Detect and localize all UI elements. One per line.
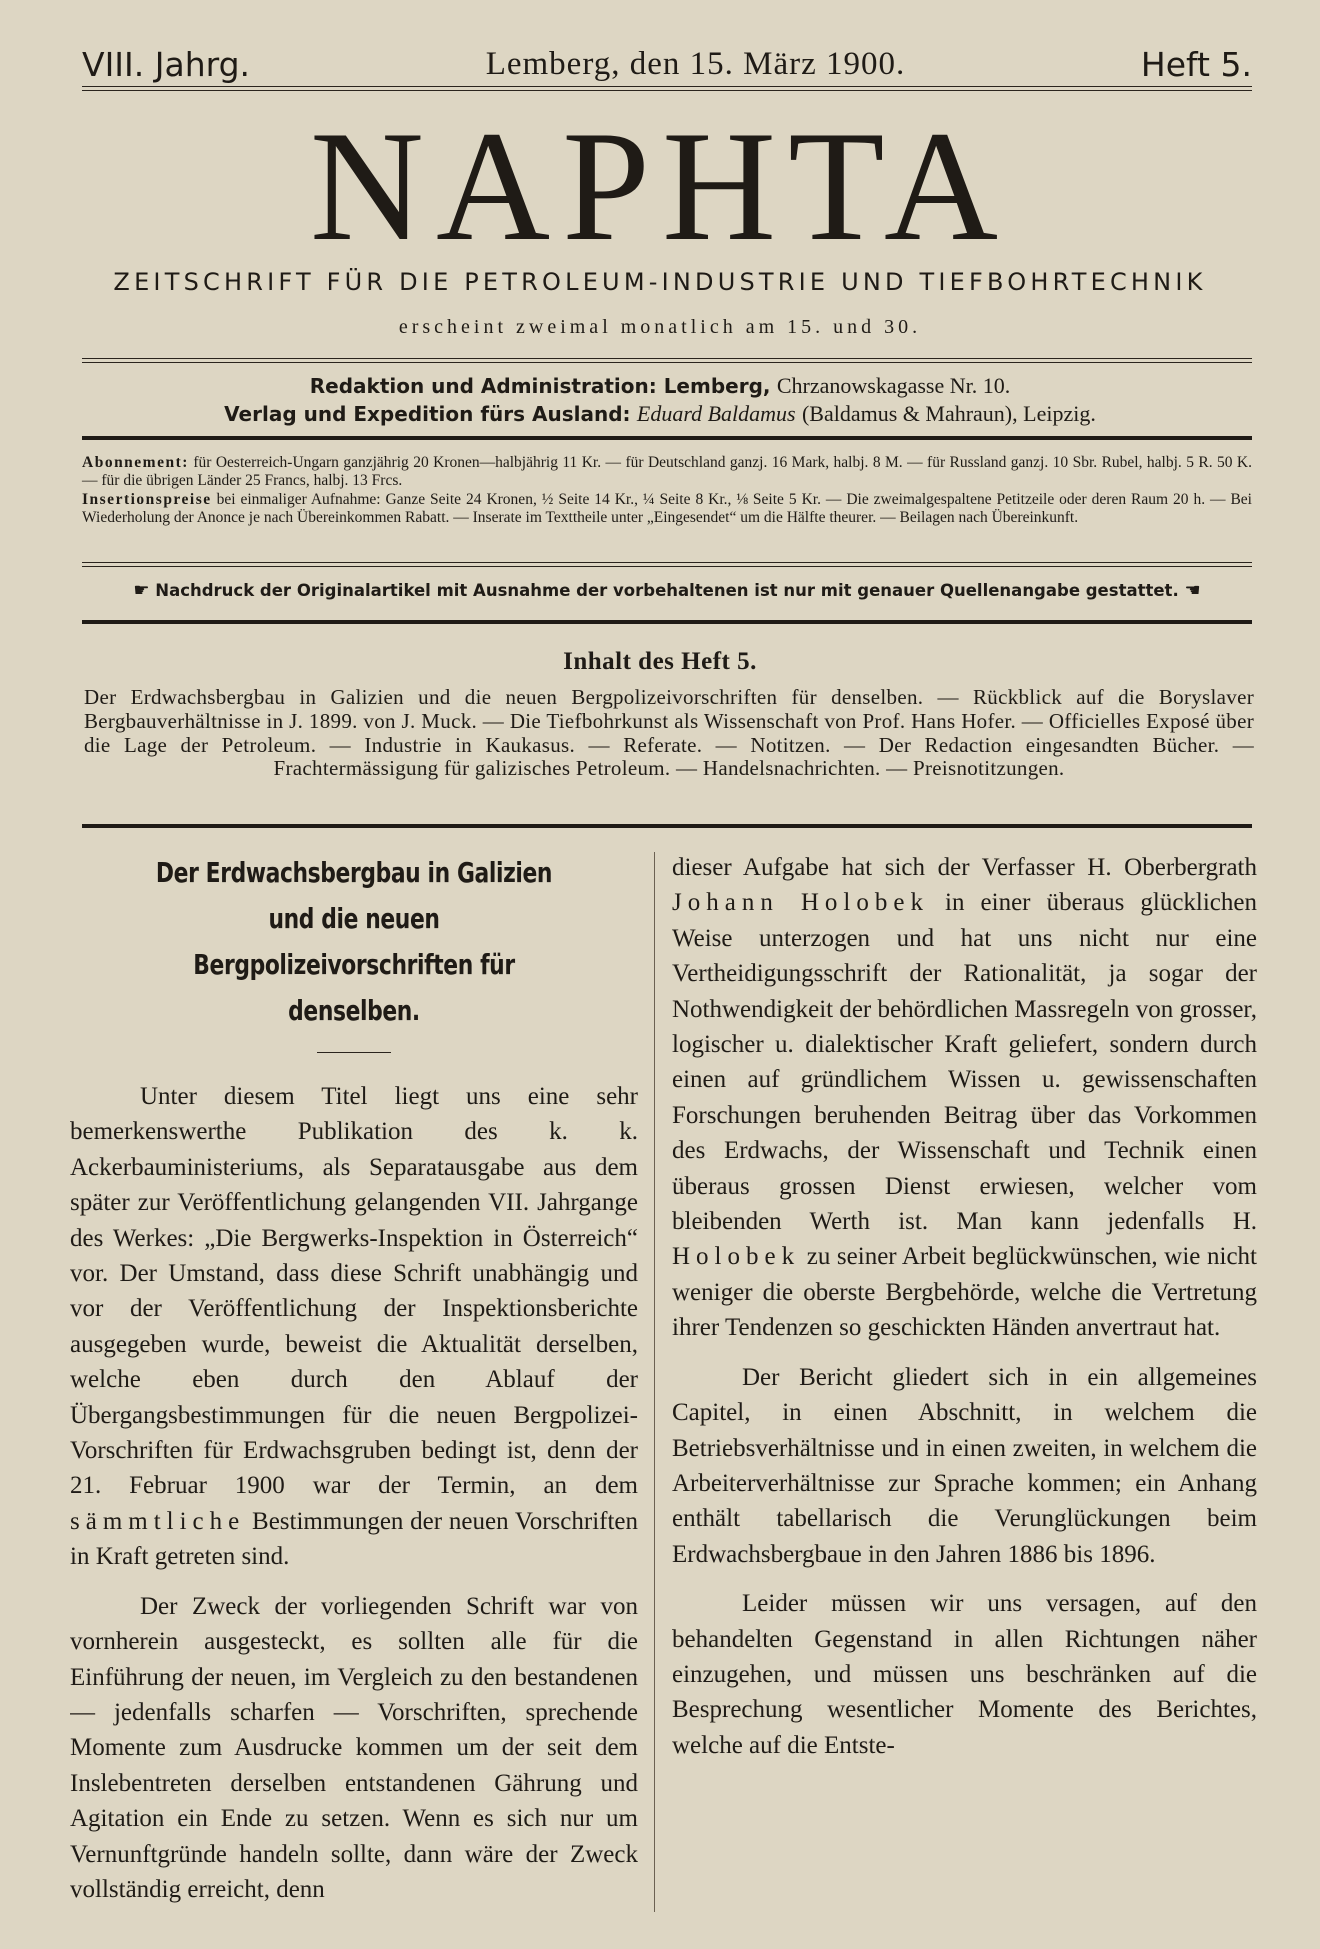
pointing-hand-right-icon: ☚ [1184, 580, 1201, 601]
verlag-address: (Baldamus & Mahraun), Leipzig. [801, 401, 1096, 426]
masthead-title: NAPHTA [309, 99, 1011, 274]
publication-frequency: erscheint zweimal monatlich am 15. und 30. [398, 316, 922, 338]
masthead-subtitle: ZEITSCHRIFT FÜR DIE PETROLEUM-INDUSTRIE UND TIEFBOHRTECHNIK [113, 268, 1207, 296]
address-rule [82, 436, 1252, 440]
issue-number: Heft 5. [1140, 44, 1252, 84]
subscription-info [82, 454, 1252, 528]
verlag-label: Verlag und Expedition fürs Ausland: [224, 402, 631, 426]
paragraph: Leider müssen wir uns versagen, auf den behandelten Gegenstand in allen Richtungen näher einzugehen, und müssen uns beschränken auf die Besprechung wesentlicher Momente des Berichtes, welche auf die Entste- [672, 1590, 1257, 1759]
redaktion-address: Chrzanowskagasse Nr. 10. [776, 373, 1011, 398]
paragraph-text: dieser Aufgabe hat sich der Verfasser H. Oberbergrath [672, 854, 1257, 881]
column-divider [654, 852, 655, 1912]
notice-rule [82, 620, 1252, 624]
masthead-rule [82, 358, 1252, 363]
article-title [132, 850, 575, 1034]
article-column-right [672, 850, 1257, 1930]
volume-label: VIII. Jahrg. [82, 44, 251, 84]
paragraph-text: zu seiner Arbeit beglückwünschen, wie nicht weniger die oberste Bergbehörde, welche die Vertretung ihrer Tendenzen so geschickten Händen anvertraut hat. [672, 1243, 1257, 1342]
paragraph: Der Bericht gliedert sich in ein allgemeines Capitel, in einen Abschnitt, in welchem die Betriebsverhältnisse und in einen zweiten, in welchem die Arbeiterverhältnisse zur Sprache kommen; ein Anhang enthält tabellarisch die Verunglückungen beim Erdwachsbergbaue in den Jahren 1886 bis 1896. [672, 1363, 1257, 1568]
spaced-word: sämmtliche [70, 1507, 246, 1535]
title-separator [317, 1052, 391, 1053]
author-name: Johann Holobek [672, 889, 929, 917]
paragraph-text: Bestimmungen der neuen Vorschriften in Kraft getreten sind. [70, 1507, 638, 1571]
paragraph: Der Zweck der vorliegenden Schrift war von vornherein ausgesteckt, es sollten alle für die Einführung der neuen, im Vergleich zu den bestandenen — jedenfalls scharfen — Vorschriften, sprechende Momente zum Ausdrucke kommen um der seit dem Inslebentreten derselben entstandenen Gährung und Agitation ein Ende zu setzen. Wenn es sich nur um Vernunftgründe handeln sollte, dann wäre der Zweck vollständig erreicht, denn [70, 1592, 638, 1903]
paragraph-text: in einer überaus glücklichen Weise unterzogen und hat uns nicht nur eine Vertheidigungsschrift der Rationalität, ja sogar der Nothwendigkeit der behördlichen Massregeln von grosser, logischer u. dialektischer Kraft geliefert, sondern durch einen auf gründlichem Wissen u. gewissenschaften Forschungen beruhenden Beitrag über das Vorkommen des Erdwachs, der Wissenschaft und Technik einen überaus grossen Dienst erwiesen, welcher vom bleibenden Werth ist. Man kann jedenfalls H. [672, 889, 1257, 1236]
reprint-notice-text: Nachdruck der Originalartikel mit Ausnahme der vorbehaltenen ist nur mit genauer Quellenangabe gestattet. [155, 581, 1179, 600]
issue-header [82, 40, 1252, 88]
abonnement-text: für Oesterreich-Ungarn ganzjährig 20 Kronen—halbjährig 11 Kr. — für Deutschland ganzj. 16 Mark, halbj. 8 M. — für Russland ganzj. 10 Sbr. Rubel, halbj. 5 R. 50 K. — für die übrigen Länder 25 Francs, halbj. 13 Frcs. [82, 454, 1253, 490]
paragraph-text: Unter diesem Titel liegt uns eine sehr bemerkenswerthe Publikation des k. k. Ackerbauministeriums, als Separatausgabe aus dem später zur Veröffentlichung gelangenden VII. Jahrgange des Werkes: „Die Bergwerks-Inspektion in Österreich“ vor. Der Umstand, dass diese Schrift unabhängig und vor der Veröffentlichung der Inspektionsberichte ausgegeben wurde, beweist die Aktualität derselben, welche eben durch den Ablauf der Übergangsbestimmungen für die neuen Bergpolizei-Vorschriften für Erdwachsgruben bedingt ist, denn der 21. Februar 1900 war der Termin, an dem [70, 1083, 638, 1500]
subscription-rule [82, 562, 1252, 567]
abonnement-label: Abonnement: [82, 454, 189, 471]
insertion-text: bei einmaliger Aufnahme: Ganze Seite 24 Kronen, ½ Seite 14 Kr., ¼ Seite 8 Kr., ⅛ Seite 5 Kr. — Die zweimalgespaltene Petitzeile oder deren Raum 20 h. — Bei Wiederholung der Anonce je nach Übereinkommen Rabatt. — Inserate im Texttheile unter „Eingesendet“ um die Hälfte theurer. — Beilagen nach Übereinkunft. [82, 490, 1252, 527]
reprint-notice [82, 576, 1252, 606]
author-name: Holobek [672, 1243, 801, 1271]
verlag-name: Eduard Baldamus [636, 401, 796, 426]
redaktion-label: Redaktion und Administration: Lemberg, [309, 374, 771, 398]
dateline: Lemberg, den 15. März 1900. [485, 45, 906, 82]
contents-body: Der Erdwachsbergbau in Galizien und die neuen Bergpolizeivorschriften für denselben. — Rückblick auf die Boryslaver Bergbauverhältnisse in J. 1899. von J. Muck. — Die Tiefbohrkunst als Wissenschaft von Prof. Hans Hofer. — Officielles Exposé über die Lage der Petroleum. — Industrie in Kaukasus. — Referate. — Notitzen. — Der Redaction eingesandten Bücher. — Frachtermässigung für galizisches Petroleum. — Handelsnachrichten. — Preisnotitzungen. [84, 685, 1254, 781]
paragraph [70, 1079, 638, 1575]
contents-title: Inhalt des Heft 5. [563, 648, 757, 675]
insertion-label: Insertionspreise [82, 490, 212, 508]
article-title-line-2: Bergpolizeivorschriften für denselben. [193, 948, 515, 1027]
editorial-address [0, 372, 1320, 428]
paragraph [672, 850, 1257, 1346]
article-title-line-1: Der Erdwachsbergbau in Galizien und die neuen [155, 856, 553, 935]
contents-rule [82, 824, 1252, 828]
header-rule [82, 86, 1252, 91]
article-column-left [70, 850, 638, 1930]
pointing-hand-left-icon: ☛ [133, 580, 150, 601]
